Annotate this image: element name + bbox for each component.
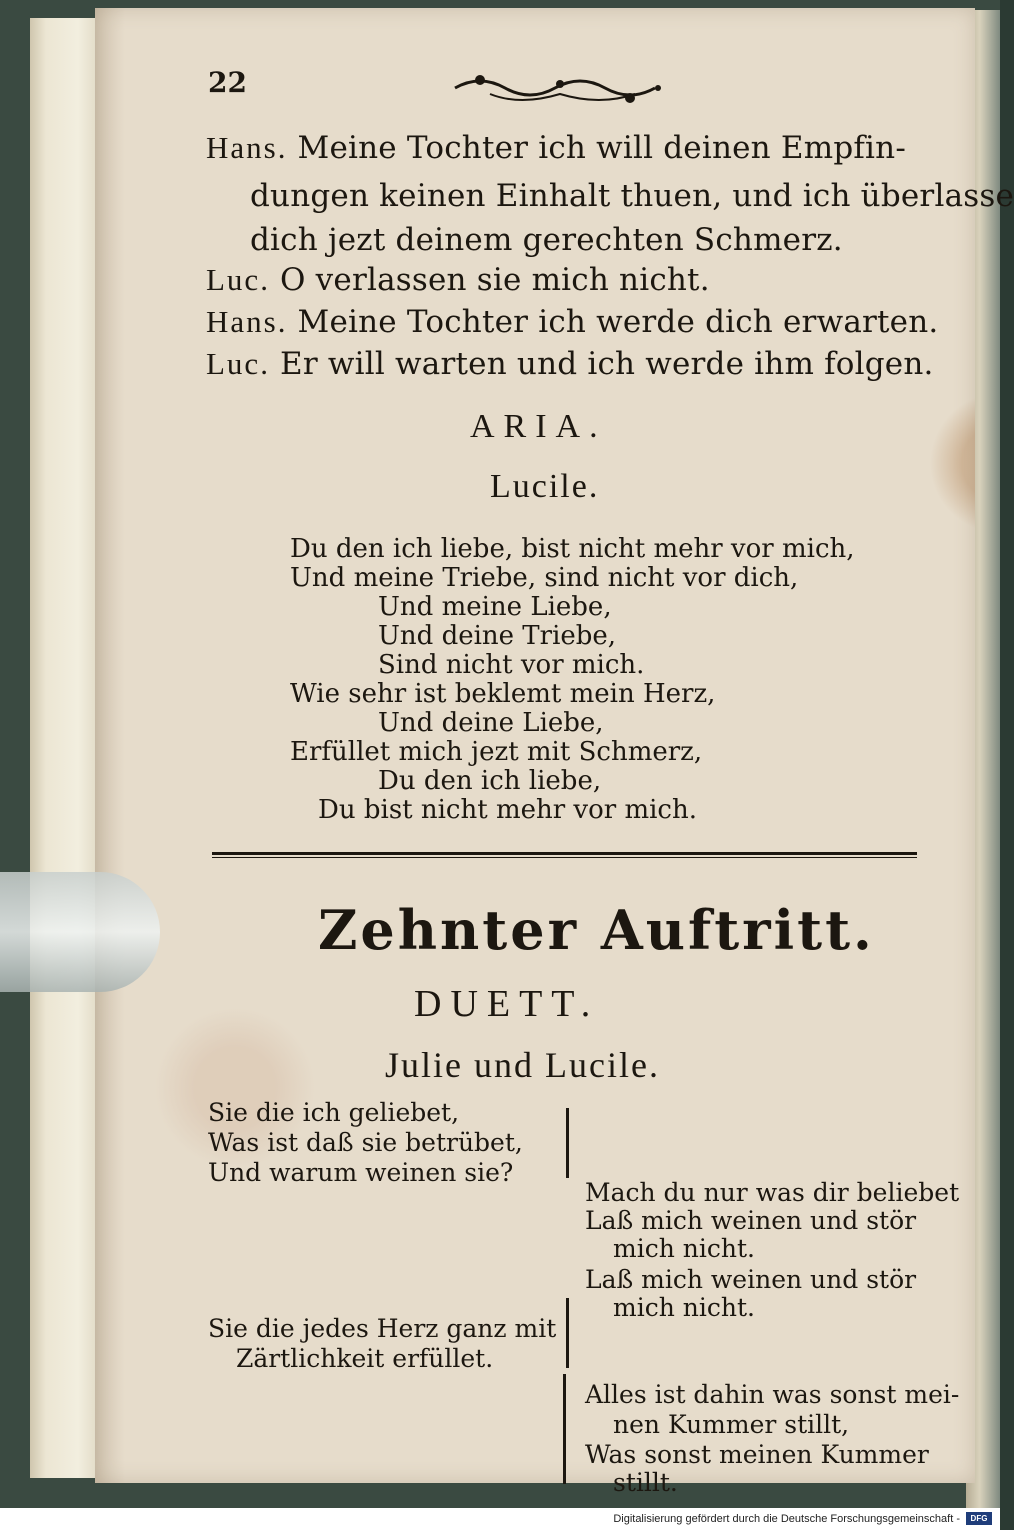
left-column-line: Was ist daß sie betrübet,: [208, 1128, 523, 1157]
dialogue-line: O verlassen sie mich nicht.: [280, 262, 710, 298]
right-column-line: mich nicht.: [613, 1293, 755, 1322]
speaker-luc: Luc.: [206, 262, 270, 297]
page-number: 22: [208, 66, 247, 99]
dialogue-line: dich jezt deinem gerechten Schmerz.: [250, 222, 843, 258]
page-holder-clip: [0, 872, 160, 992]
scene-heading: Zehnter Auftritt.: [318, 898, 875, 962]
duett-title: DUETT.: [414, 983, 600, 1025]
dfg-logo: DFG: [966, 1512, 992, 1525]
aria-title: ARIA.: [470, 408, 607, 445]
speaker-luc: Luc.: [206, 346, 270, 381]
right-column-line: nen Kummer stillt,: [613, 1410, 850, 1439]
ornament-icon: [450, 66, 670, 106]
aria-line: Und deine Triebe,: [378, 621, 617, 651]
aria-line: Erfüllet mich jezt mit Schmerz,: [290, 737, 703, 767]
dialogue-0: [206, 130, 906, 166]
dialogue-1: [206, 262, 710, 298]
dialogue-2: [206, 304, 938, 340]
footer-bar: [0, 1508, 1000, 1530]
speaker-hans: Hans.: [206, 130, 288, 165]
aria-line: Sind nicht vor mich.: [378, 650, 645, 680]
right-column-line: [613, 1468, 678, 1482]
right-column-line: Laß mich weinen und stör: [585, 1206, 917, 1235]
column-bracket: [563, 1374, 566, 1484]
aria-line: Du bist nicht mehr vor mich.: [318, 795, 698, 825]
right-column-line: Alles ist dahin was sonst mei-: [585, 1380, 960, 1409]
column-bracket: [566, 1298, 569, 1368]
dialogue-line: dungen keinen Einhalt thuen, und ich überlasse: [250, 178, 1014, 214]
aria-line: Du den ich liebe, bist nicht mehr vor mich,: [290, 534, 855, 564]
dialogue-line: Er will warten und ich werde ihm folgen.: [280, 346, 934, 382]
aria-line: Und meine Triebe, sind nicht vor dich,: [290, 563, 799, 593]
duett-singers: Julie und Lucile.: [385, 1045, 660, 1085]
aria-line: Und deine Liebe,: [378, 708, 604, 738]
dialogue-3: [206, 346, 934, 382]
aria-singer: Lucile.: [490, 468, 600, 505]
right-column-line: mich nicht.: [613, 1234, 755, 1263]
speaker-hans: Hans.: [206, 304, 288, 339]
right-column-line: Laß mich weinen und stör: [585, 1265, 917, 1294]
aria-line: Und meine Liebe,: [378, 592, 612, 622]
dialogue-line: Meine Tochter ich werde dich erwarten.: [297, 304, 939, 340]
aria-line: Du den ich liebe,: [378, 766, 602, 796]
left-column-line: Zärtlichkeit erfüllet.: [236, 1344, 494, 1373]
column-bracket: [566, 1108, 569, 1178]
right-column-line: Mach du nur was dir beliebet: [585, 1178, 960, 1207]
section-divider: [212, 852, 917, 858]
left-column-line: Und warum weinen sie?: [208, 1158, 514, 1187]
left-column-line: Sie die ich geliebet,: [208, 1098, 460, 1127]
right-column-line: Was sonst meinen Kummer: [585, 1440, 929, 1469]
footer-credit: Digitalisierung gefördert durch die Deutsche Forschungsgemeinschaft -: [613, 1513, 960, 1525]
aria-line: Wie sehr ist beklemt mein Herz,: [290, 679, 716, 709]
left-column-line: Sie die jedes Herz ganz mit: [208, 1314, 557, 1343]
dialogue-line: Meine Tochter ich will deinen Empfin-: [297, 130, 906, 166]
